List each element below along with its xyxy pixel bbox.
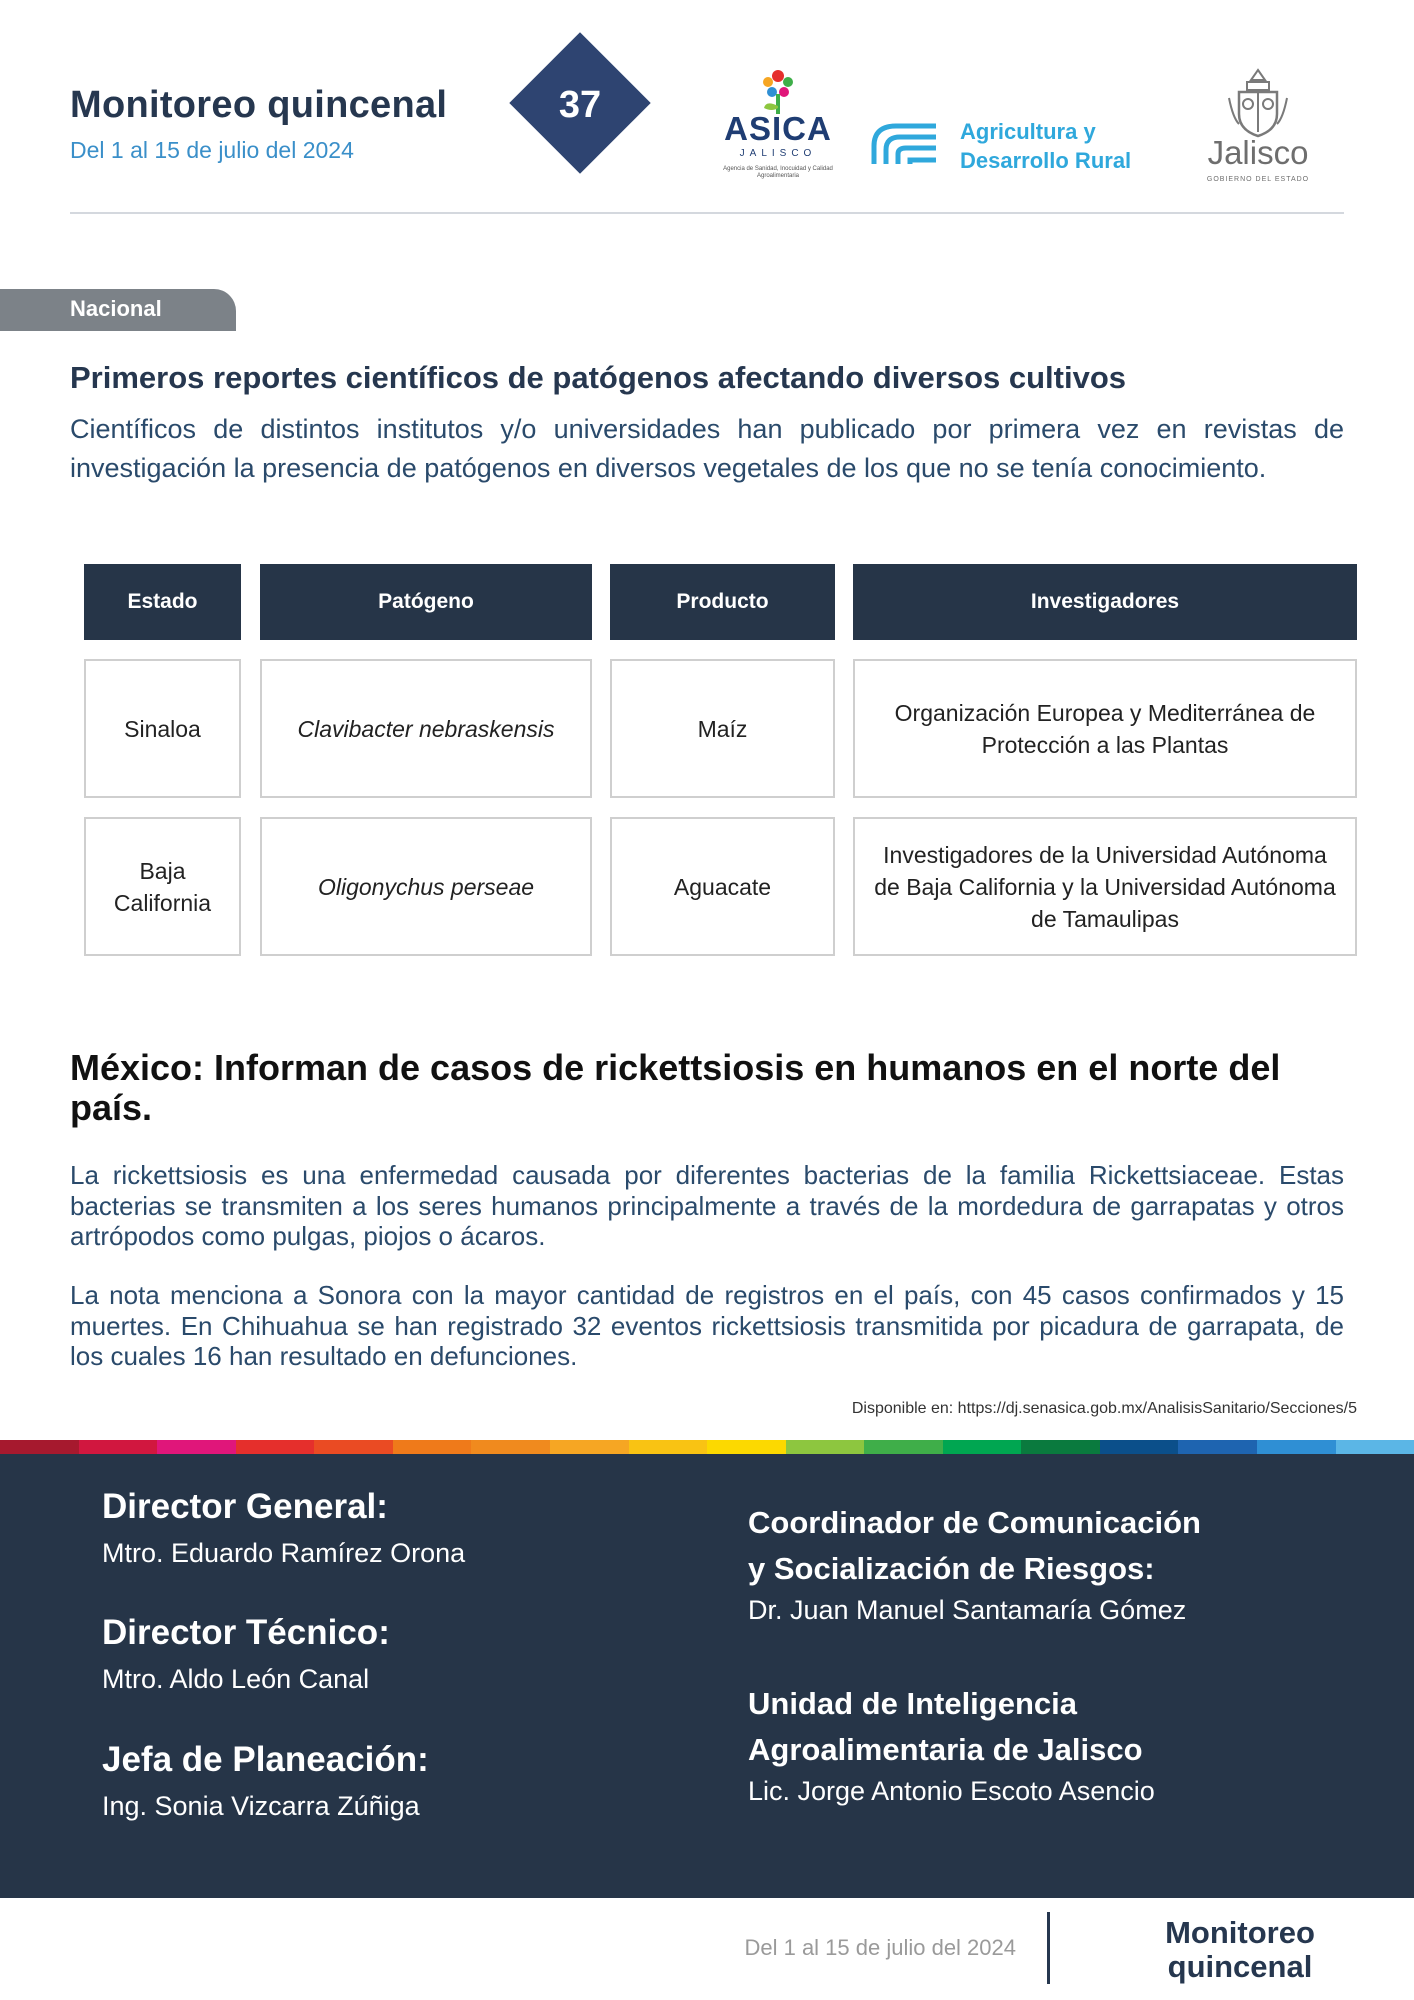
stripe-segment [1178, 1440, 1257, 1454]
stripe-segment [236, 1440, 315, 1454]
table-header-patogeno: Patógeno [260, 564, 592, 640]
table-cell: Sinaloa [84, 659, 241, 798]
stripe-segment [943, 1440, 1022, 1454]
stripe-segment [707, 1440, 786, 1454]
coordinador-name: Dr. Juan Manuel Santamaría Gómez [748, 1595, 1187, 1625]
asica-logo [716, 66, 840, 186]
coordinador-title-line1: Coordinador de Comunicación [748, 1505, 1201, 1540]
article1-body: Científicos de distintos institutos y/o universidades han publicado por primera vez en revistas de investigación la presencia de patógenos en diversos vegetales de los que no se tenía conocimiento. [70, 414, 1344, 483]
footer-divider [1047, 1912, 1050, 1984]
table-cell: Aguacate [610, 817, 835, 956]
stripe-segment [0, 1440, 79, 1454]
asica-name: ASICA [724, 110, 832, 147]
stripe-segment [157, 1440, 236, 1454]
stripe-segment [1021, 1440, 1100, 1454]
jefa-planeacion-title: Jefa de Planeación: [102, 1740, 429, 1779]
jalisco-name: Jalisco [1207, 134, 1309, 171]
agricultura-line2: Desarrollo Rural [960, 148, 1132, 173]
stripe-segment [471, 1440, 550, 1454]
agricultura-line1: Agricultura y [960, 119, 1096, 144]
jefa-planeacion-name: Ing. Sonia Vizcarra Zúñiga [102, 1791, 420, 1821]
asica-sub: JALISCO [739, 148, 817, 159]
footer-title [1100, 1916, 1380, 1984]
stripe-segment [786, 1440, 865, 1454]
stripe-segment [550, 1440, 629, 1454]
director-general-name: Mtro. Eduardo Ramírez Orona [102, 1538, 466, 1568]
article1-title: Primeros reportes científicos de patógenos afectando diversos cultivos [70, 360, 1127, 395]
table-cell: Clavibacter nebraskensis [260, 659, 592, 798]
issue-number: 37 [558, 84, 602, 126]
unidad-name: Lic. Jorge Antonio Escoto Asencio [748, 1776, 1155, 1806]
footer-title-line2: quincenal [1167, 1949, 1313, 1984]
section-tag-label: Nacional [70, 296, 162, 321]
coordinador-title-line2: y Socialización de Riesgos: [748, 1551, 1155, 1586]
director-tecnico-name: Mtro. Aldo León Canal [102, 1664, 370, 1694]
stripe-segment [864, 1440, 943, 1454]
page-title: Monitoreo quincenal [70, 84, 448, 126]
table-cell: Organización Europea y Mediterránea de Protección a las Plantas [853, 659, 1357, 798]
director-general-title: Director General: [102, 1487, 388, 1526]
table-cell: Baja California [84, 817, 241, 956]
table-header-estado: Estado [84, 564, 241, 640]
agricultura-logo [870, 115, 1170, 175]
header-divider [70, 212, 1344, 214]
stripe-segment [1257, 1440, 1336, 1454]
credits-panel [0, 1454, 1414, 1898]
stripe-segment [629, 1440, 708, 1454]
table-cell: Maíz [610, 659, 835, 798]
table-cell: Oligonychus perseae [260, 817, 592, 956]
stripe-segment [1336, 1440, 1414, 1454]
stripe-segment [393, 1440, 472, 1454]
asica-tagline: Agencia de Sanidad, Inocuidad y Calidad Agroalimentaria [723, 166, 833, 179]
stripe-segment [314, 1440, 393, 1454]
article2-title: México: Informan de casos de rickettsiosis en humanos en el norte del país. [70, 1047, 1281, 1128]
footer-date: Del 1 al 15 de julio del 2024 [744, 1935, 1016, 1960]
flower-icon [756, 66, 800, 116]
director-tecnico-title: Director Técnico: [102, 1613, 390, 1652]
article2-paragraph2: La nota menciona a Sonora con la mayor cantidad de registros en el país, con 45 casos confirmados y 15 muertes. En Chihuahua se han registrado 32 eventos rickettsiosis transmitida por picadura de garrapata, de los cuales 16 han resultado en defunciones. [70, 1280, 1344, 1371]
table-cell: Investigadores de la Universidad Autónoma de Baja California y la Universidad Autónoma de Tamaulipas [853, 817, 1357, 956]
stripe-segment [1100, 1440, 1179, 1454]
unidad-title-line2: Agroalimentaria de Jalisco [748, 1732, 1143, 1767]
footer-title-line1: Monitoreo [1165, 1915, 1315, 1950]
jalisco-logo [1195, 68, 1321, 188]
stripe-segment [79, 1440, 158, 1454]
source-link[interactable]: Disponible en: https://dj.senasica.gob.mx/AnalisisSanitario/Secciones/5 [851, 1400, 1357, 1417]
jalisco-sub: GOBIERNO DEL ESTADO [1206, 176, 1310, 183]
waves-icon [870, 120, 940, 168]
article2-paragraph1: La rickettsiosis es una enfermedad causada por diferentes bacterias de la familia Rickettsiaceae. Estas bacterias se transmiten a los seres humanos principalmente a través de la mordedura de garrapatas y otros artrópodos como pulgas, piojos o ácaros. [70, 1160, 1344, 1251]
color-stripe [0, 1440, 1414, 1454]
page-date: Del 1 al 15 de julio del 2024 [70, 137, 354, 163]
unidad-title-line1: Unidad de Inteligencia [748, 1686, 1077, 1721]
table-header-producto: Producto [610, 564, 835, 640]
coat-of-arms-icon [1225, 68, 1291, 138]
table-header-investigadores: Investigadores [853, 564, 1357, 640]
